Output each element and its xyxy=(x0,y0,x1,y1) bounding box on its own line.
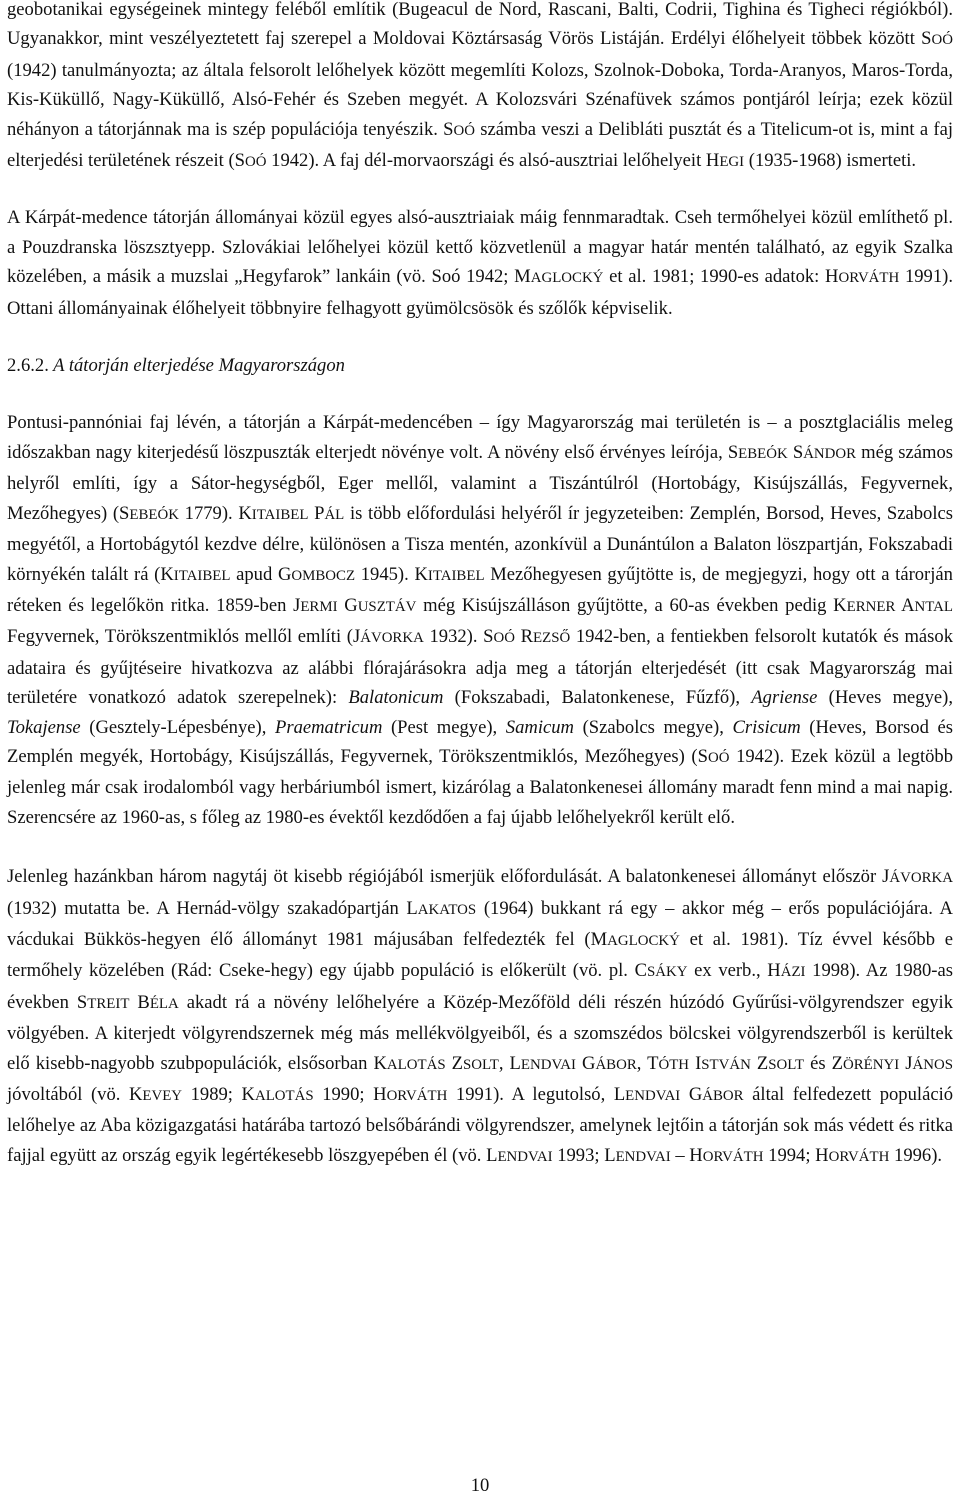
author-name-smallcaps: EBEÓK xyxy=(738,445,788,462)
text-run: Mezőhegyesen gyűjtötte is, de megjegyzi, hogy ott a tárorján réteken és legelőkön ritka. 1859-ben J xyxy=(7,563,953,616)
text-run: , L xyxy=(498,1052,521,1074)
text-run: számba veszi a Delibláti pusztát és a Titelicum-ot is, mint a faj elterjedési területének részeit (S xyxy=(7,118,953,172)
text-run: A xyxy=(895,594,915,616)
text-run: ex verb., H xyxy=(687,960,781,982)
text-run: 1932). S xyxy=(423,626,494,648)
text-run: G xyxy=(680,1084,703,1105)
author-name-smallcaps: ITAIBEL xyxy=(251,506,309,523)
italic-term: Praematricum xyxy=(274,716,383,738)
text-run: 1779). K xyxy=(178,502,252,524)
text-run: S xyxy=(787,441,804,463)
author-name-smallcaps: AGLOCKÝ xyxy=(607,932,680,949)
italic-term: Crisicum xyxy=(732,716,801,738)
author-name-smallcaps: ÁNDOR xyxy=(803,445,857,462)
text-run: által felfedezett populáció lelőhelye az Aba közigazgatási határába tartozó belsőbárándi völgyrendszer, amelynek lejtőin a tátorján sok más védett és ritka fajjal együtt az ország egyik legértékesebb löszgyepében él (vö. L xyxy=(7,1084,954,1166)
author-name-smallcaps: ÁBOR xyxy=(702,1088,744,1104)
text-run: és Z xyxy=(804,1052,844,1074)
text-run: P xyxy=(308,502,325,524)
author-name-smallcaps: ERMI xyxy=(300,598,338,615)
text-run: 1942). Ezek közül a legtöbb jelenleg már csak irodalomból vagy herbáriumból ismert, kizárólag a Balatonkenesei állomány maradt fenn mind a mai napig. Szerencsére az 1960-as, s főleg az 1980-es évektől kezdődően a faj újabb lelőhelyekről került elő. xyxy=(7,745,953,828)
paragraph-carpathian-basin xyxy=(7,203,953,323)
author-name-smallcaps: ENDVAI xyxy=(497,1148,553,1165)
author-name-smallcaps: SOLT xyxy=(463,1056,499,1073)
text-run: jóvoltából (vö. K xyxy=(7,1084,143,1105)
author-name-smallcaps: OÓ xyxy=(707,749,730,766)
text-run: Pontusi-pannóniai faj lévén, a tátorján a Kárpát-medencében – így Magyarország mai területén is – a posztglaciális meleg időszakban nagy kiterjedésű löszpuszták elterjedt növénye volt. A növény első érvényes leírója, S xyxy=(7,412,953,463)
text-run: Jelenleg hazánkban három nagytáj öt kisebb régiójából ismerjük előfordulását. A balatonkenesei állományt először J xyxy=(7,866,890,888)
author-name-smallcaps: ORVÁTH xyxy=(828,1148,890,1165)
text-run: A Kárpát-medence tátorján állományai közül egyes alsó-ausztriaiak máig fennmaradtak. Cseh termőhelyei közül említhető pl. a Pouzdranska löszsztyepp. Szlovákiai lelőhelyei közül kettő közvetlenül a magyar határ mentén található, az egyik Szalka közelében, a másik a muzslai „Hegyfarok” lankáin (vö. Soó 1942; M xyxy=(7,207,953,288)
author-name-smallcaps: OÓ xyxy=(493,630,515,647)
text-run: akadt rá a növény lelőhelyére a Közép-Mezőföld déli részén húzódó Gyűrűsi-völgyrendszer egyik völgyében. A kiterjedt völgyrendszernek még más mellékvölgyeiből, és a szomszédos bölcskei völgyrendszerből is kerültek elő kisebb-nagyobb szubpopulációk, elsősorban K xyxy=(7,991,954,1074)
italic-term: Agriense xyxy=(751,687,818,709)
section-title: A tátorján elterjedése Magyarországon xyxy=(53,355,345,377)
text-run: geobotanikai egységeinek mintegy feléből említik (Bugeacul de Nord, Rascani, Balti, Codrii, Tighina és Tigheci régiókból). Ugyanakkor, mint veszélyeztetett faj szerepel a Moldovai Köztársaság Vörös Listáján. Erdélyi élőhelyeit többek között S xyxy=(7,0,953,50)
text-run: 1989; K xyxy=(182,1084,255,1105)
author-name-smallcaps: STVÁN xyxy=(701,1056,751,1073)
author-name-smallcaps: ALOTÁS xyxy=(386,1056,446,1073)
text-run: 1991). A legutolsó, L xyxy=(447,1084,626,1105)
italic-term: Samicum xyxy=(505,716,574,738)
author-name-smallcaps: ENDVAI xyxy=(520,1056,576,1073)
text-run: (Pest megye), xyxy=(382,716,506,738)
document-page xyxy=(7,0,953,1172)
text-run: J xyxy=(899,1052,913,1074)
author-name-smallcaps: ÁVORKA xyxy=(889,870,953,887)
italic-term: Balatonicum xyxy=(348,687,444,709)
author-name-smallcaps: NTAL xyxy=(914,598,953,615)
author-name-smallcaps: OÓ xyxy=(245,154,267,171)
text-run: (1964) bukkant rá egy – akkor még – erős populációjára. A vácdukai Bükkös-hegyen élő állományt 1981 májusában felfedezték fel (M xyxy=(7,897,953,950)
text-run: 1994; H xyxy=(763,1144,829,1166)
author-name-smallcaps: ALOTÁS xyxy=(254,1088,314,1104)
text-run: is több előfordulási helyéről ír jegyzeteiben: Zemplén, Borsod, Heves, Szabolcs megyétől, a Hortobágytól kezdve délre, különösen a Tisza mentén, azonkívül a Dunántúlon a Balaton löszpartján, Fokszabadi környékén talált rá (K xyxy=(7,502,953,585)
section-number: 2.6.2. xyxy=(7,355,49,377)
author-name-smallcaps: USZTÁV xyxy=(357,598,417,615)
author-name-smallcaps: EBEÓK xyxy=(129,506,179,523)
author-name-smallcaps: EGI xyxy=(719,154,745,171)
author-name-smallcaps: ÁL xyxy=(324,506,345,523)
text-run: , T xyxy=(636,1052,659,1074)
author-name-smallcaps: ORVÁTH xyxy=(702,1148,764,1165)
text-run: et al. 1981; 1990-es adatok: H xyxy=(603,266,839,288)
text-run: Fegyvernek, Törökszentmiklós mellől említi (J xyxy=(7,626,361,648)
author-name-smallcaps: TREIT xyxy=(87,995,130,1012)
text-run: apud G xyxy=(230,563,292,585)
author-name-smallcaps: ÁNOS xyxy=(912,1056,953,1073)
text-run: (1935-1968) ismerteti. xyxy=(744,150,917,172)
author-name-smallcaps: OMBOCZ xyxy=(291,567,356,584)
text-run: 1990; H xyxy=(313,1084,387,1105)
author-name-smallcaps: EVEY xyxy=(142,1088,183,1104)
italic-term: Tokajense xyxy=(7,716,81,738)
text-run: (Heves, Borsod és Zemplén megyék, Hortobágy, Kisújszállás, Fegyvernek, Törökszentmiklós, Mezőhegyes) (S xyxy=(7,716,953,767)
author-name-smallcaps: ORVÁTH xyxy=(386,1088,448,1104)
text-run: G xyxy=(575,1052,596,1074)
author-name-smallcaps: SÁKY xyxy=(646,964,688,981)
author-name-smallcaps: ÖRÉNYI xyxy=(843,1056,900,1073)
text-run: 1942-ben, a fentiekben felsorolt kutatók és mások adataira és gyűjtéseire hivatkozva az alábbi flórajárásokra adja meg a tátorján elterjedését (itt csak Magyarország mai területére vonatkozó adatok szerepelnek): xyxy=(7,626,953,709)
text-run: 1945). K xyxy=(355,563,428,585)
text-run: még Kisújszálláson gyűjtötte, a 60-as években pedig K xyxy=(416,594,847,616)
author-name-smallcaps: AGLOCKÝ xyxy=(530,270,604,287)
text-run: (Gesztely-Lépesbénye), xyxy=(80,716,275,738)
author-name-smallcaps: ITAIBEL xyxy=(427,567,485,584)
text-run: (Fokszabadi, Balatonkenese, Fűzfő), xyxy=(443,687,752,709)
text-run: még számos helyről említi, így a Sátor-hegységből, Eger mellől, valamint a Tiszántúlról (Hortobágy, Kisújszállás, Fegyvernek, Mezőhegyes) (S xyxy=(7,441,953,524)
author-name-smallcaps: ÁBOR xyxy=(595,1056,637,1073)
text-run: – H xyxy=(670,1144,703,1166)
text-run: 1998). Az 1980-as években S xyxy=(7,960,953,1013)
text-run: G xyxy=(337,594,358,616)
paragraph-hungarian-history xyxy=(7,408,953,832)
text-run: 1993; L xyxy=(552,1144,616,1166)
author-name-smallcaps: ORVÁTH xyxy=(838,270,900,287)
author-name-smallcaps: ÁZI xyxy=(780,964,806,981)
text-run: (1932) mutatta be. A Hernád-völgy szakadópartján L xyxy=(7,897,418,919)
text-run: (Heves megye), xyxy=(817,687,953,709)
text-run: (1942) tanulmányozta; az általa felsorolt lelőhelyek között megemlíti Kolozs, Szolnok-Doboka, Torda-Aranyos, Maros-Torda, Kis-Küküllő, Nagy-Küküllő, Alsó-Fehér és Szeben megyét. A Kolozsvári Szénafüvek számos pontjáról leírja; ezek közül néhányon a tátorjánnak ma is szép populációja tenyészik. S xyxy=(7,59,953,140)
author-name-smallcaps: SOLT xyxy=(768,1056,805,1073)
text-run: Z xyxy=(445,1052,463,1074)
text-run: Z xyxy=(750,1052,769,1074)
author-name-smallcaps: OÓ xyxy=(453,122,476,139)
text-run: I xyxy=(689,1052,702,1074)
page-number: 10 xyxy=(470,1475,490,1496)
author-name-smallcaps: ENDVAI xyxy=(615,1148,671,1165)
text-run: 1942). A faj dél-morvaországi és alsó-ausztriai lelőhelyeit H xyxy=(266,150,720,172)
author-name-smallcaps: ÁVORKA xyxy=(360,630,424,647)
text-run: R xyxy=(514,626,534,648)
author-name-smallcaps: ÓTH xyxy=(658,1056,690,1073)
text-run: (Szabolcs megye), xyxy=(573,716,733,738)
author-name-smallcaps: ENDVAI xyxy=(625,1088,681,1104)
author-name-smallcaps: ERNER xyxy=(846,598,896,615)
author-name-smallcaps: ÉLA xyxy=(149,995,179,1012)
author-name-smallcaps: EZSŐ xyxy=(533,630,571,647)
author-name-smallcaps: AKATOS xyxy=(417,901,477,918)
section-heading xyxy=(7,351,953,380)
text-run: B xyxy=(129,991,150,1013)
author-name-smallcaps: OÓ xyxy=(931,32,953,49)
author-name-smallcaps: ITAIBEL xyxy=(173,567,231,584)
text-run: 1996). xyxy=(889,1144,943,1166)
text-run: 1991). Ottani állományainak élőhelyeit többnyire felhagyott gyümölcsösök és szőlők képviselik. xyxy=(7,266,953,319)
paragraph-moldova-transylvania xyxy=(7,0,953,177)
text-run: et al. 1981). Tíz évvel később e termőhely közelében (Rád: Cseke-hegy) egy újabb populáció is előkerült (vö. pl. C xyxy=(7,928,953,982)
paragraph-current-occurrence xyxy=(7,862,953,1172)
